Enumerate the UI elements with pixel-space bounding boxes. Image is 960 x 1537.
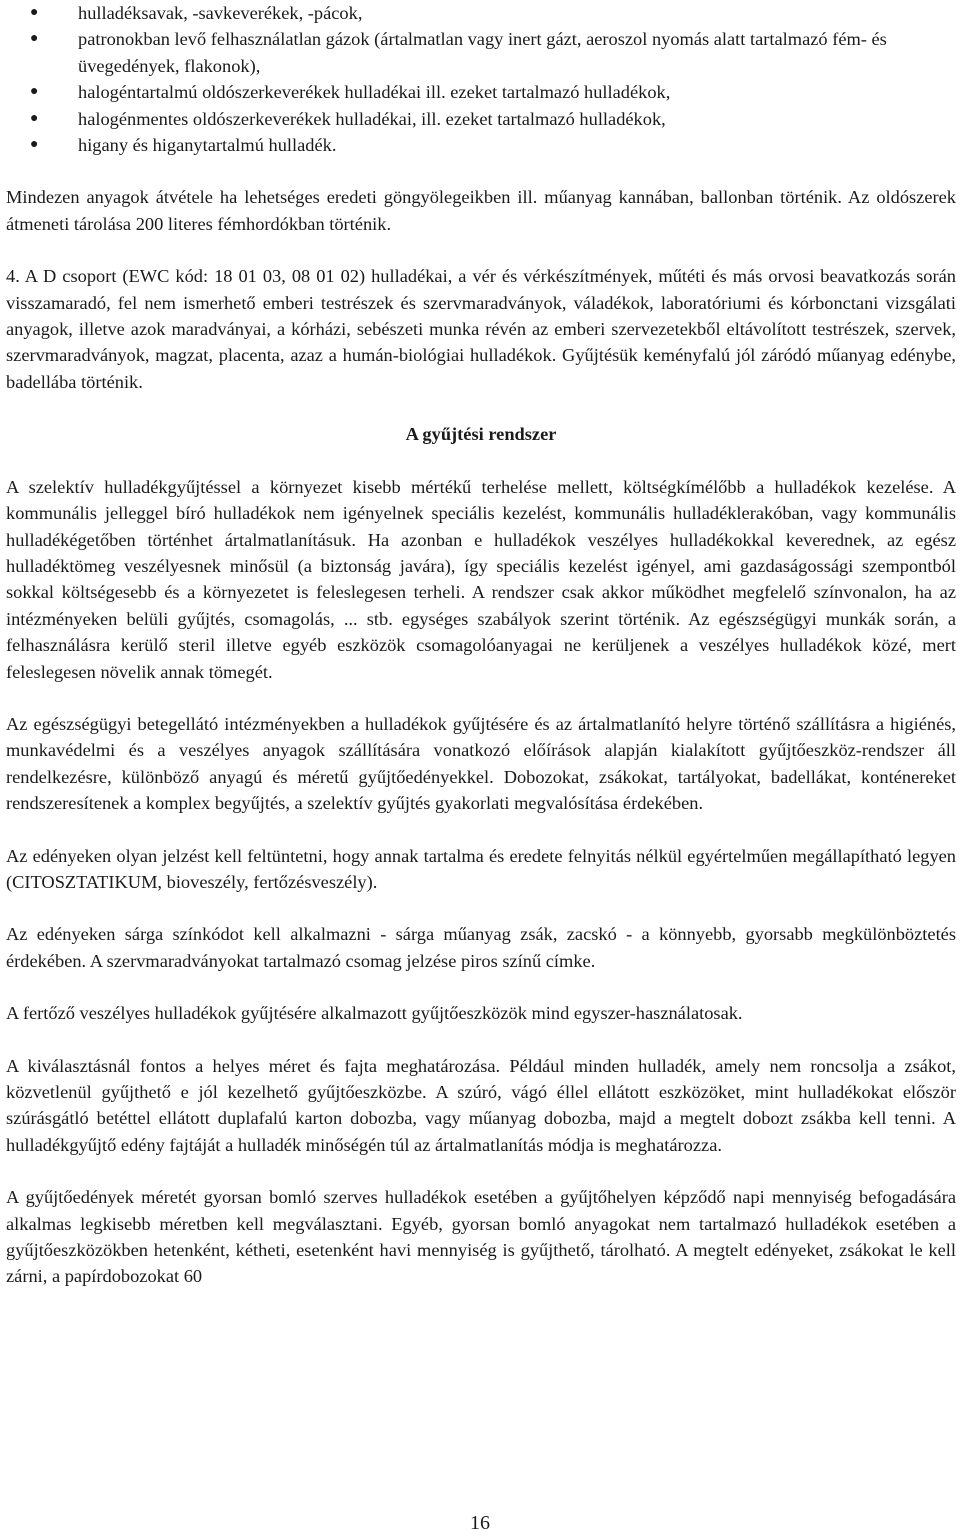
bullet-icon: ● [30,84,39,100]
list-item: ● halogénmentes oldószerkeverékek hulladékai, ill. ezeket tartalmazó hulladékok, [6,106,956,132]
paragraph-color-code: Az edényeken sárga színkódot kell alkalmazni - sárga műanyag zsák, zacskó - a könnyebb, gyorsabb megkülönböztetés érdekében. A szervmaradványokat tartalmazó csomag jelzése piros színű címke. [6,924,956,971]
bullet-icon: ● [30,110,39,126]
bullet-list [6,0,956,158]
paragraph-selection: A kiválasztásnál fontos a helyes méret és fajta meghatározása. Például minden hulladék, amely nem roncsolja a zsákot, közvetlenül gyűjthető e jól kezelhető gyűjtőeszközbe. A szúró, vágó éllel ellátott eszközöket, mint hulladékokat először szúrásgátló betéttel ellátott duplafalú karton dobozba, vagy műanyag dobozba, majd a megtelt dobozt zsákba kell tenni. A hulladékgyűjtő edény fajtáját a hulladék minőségén túl az ártalmatlanítás módja is meghatározza. [6,1055,956,1155]
list-item: ● hulladéksavak, -savkeverékek, -pácok, [6,0,956,26]
page-number: 16 [470,1512,490,1534]
list-item: ● halogéntartalmú oldószerkeverékek hulladékai ill. ezeket tartalmazó hulladékok, [6,79,956,105]
bullet-icon: ● [30,5,39,20]
paragraph-labeling: Az edényeken olyan jelzést kell feltüntetni, hogy annak tartalma és eredete felnyitás nélkül egyértelműen megállapítható legyen (CITOSZTATIKUM, bioveszély, fertőzésveszély). [6,845,956,892]
paragraph-materials-handover: Mindezen anyagok átvétele ha lehetséges eredeti göngyölegeikben ill. műanyag kannában, ballonban történik. Az oldószerek átmeneti tárolása 200 literes fémhordókban történik. [6,187,956,234]
section-heading: A gyűjtési rendszer [405,424,557,445]
paragraph-collection-system: Az egészségügyi betegellátó intézményekben a hulladékok gyűjtésére és az ártalmatlanító helyre történő szállításra a higiénés, munkavédelmi és a veszélyes anyagok szállítására vonatkozó előírások alapján kialakított gyűjtőeszköz-rendszer áll rendelkezésre, különböző anyagú és méretű gyűjtőedényekkel. Dobozokat, zsákokat, tartályokat, badellákat, konténereket rendszeresítenek a komplex begyűjtés, a szelektív gyűjtés gyakorlati megvalósítása érdekében. [6,713,956,814]
paragraph-d-group: 4. A D csoport (EWC kód: 18 01 03, 08 01 02) hulladékai, a vér és vérkészítmények, műtéti és más orvosi beavatkozás során visszamaradó, fel nem ismerhető emberi testrészek és szervmaradványok, váladékok, laboratóriumi és kórbonctani vizsgálati anyagok, illetve azok maradványai, a kórházi, sebészeti munka révén az emberi szervezetekből eltávolított testrészek, szervek, szervmaradványok, magzat, placenta, azaz a humán-biológiai hulladékok. Gyűjtésük keményfalú jól záródó műanyag edénybe, badellába történik. [6,266,956,392]
paragraph-single-use: A fertőző veszélyes hulladékok gyűjtésére alkalmazott gyűjtőeszközök mind egyszer-használatosak. [6,1003,743,1024]
list-item: ● patronokban levő felhasználatlan gázok (ártalmatlan vagy inert gázt, aeroszol nyomás alatt tartalmazó fém- és üvegedények, flakonok), [6,26,956,79]
paragraph-container-size: A gyűjtőedények méretét gyorsan bomló szerves hulladékok esetében a gyűjtőhelyen képződő napi mennyiség befogadására alkalmas legkisebb méretben kell megválasztani. Egyéb, gyorsan bomló anyagokat nem tartalmazó hulladékok esetében a gyűjtőeszközökben hetenként, kétheti, esetenként havi mennyiség is gyűjthető, tárolható. A megtelt edényeket, zsákokat le kell zárni, a papírdobozokat 60 [6,1187,956,1287]
paragraph-selective-collection: A szelektív hulladékgyűjtéssel a környezet kisebb mértékű terhelése mellett, költségkímélőbb a hulladékok kezelése. A kommunális jelleggel bíró hulladékok nem igényelnek speciális kezelést, kommunális hulladéklerakóban, vagy kommunális hulladékégetőben történhet ártalmatlanításuk. Ha azonban e hulladékok veszélyes hulladékokkal keverednek, az egész hulladéktömeg veszélyesnek minősül (a biztonság javára), így speciális kezelést igényel, ami gazdaságossági szempontból sokkal költségesebb és a környezetet is feleslegesen terheli. A rendszer csak akkor működhet megfelelő színvonalon, ha az intézményeken belüli gyűjtés, csomagolás, ... stb. egységes szabályok szerint történik. Az egészségügyi munkák során, a felhasználásra kerülő steril illetve egyéb eszközök csomagolóanyagai ne kerüljenek a veszélyes hulladékok közé, mert feleslegesen növelik annak tömegét. [6,476,956,682]
bullet-icon: ● [30,31,39,47]
bullet-icon: ● [30,137,39,153]
page-content [6,0,956,1290]
list-item: ● higany és higanytartalmú hulladék. [6,132,956,158]
